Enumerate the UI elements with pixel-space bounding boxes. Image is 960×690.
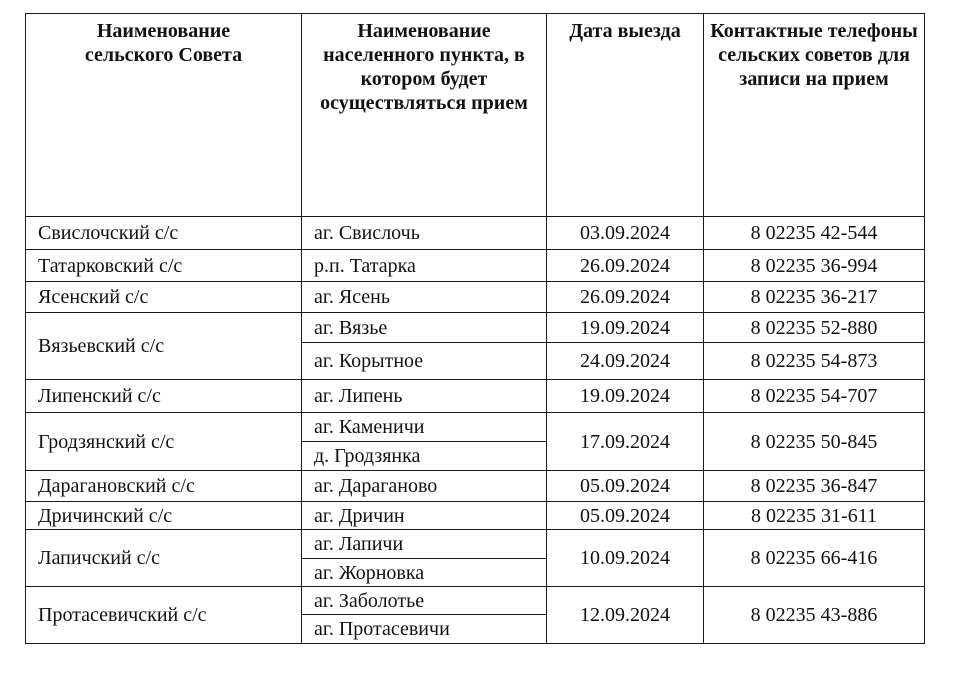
settlement-cell: аг. Дричин bbox=[302, 502, 547, 530]
header-date: Дата выезда bbox=[547, 14, 704, 217]
phone-cell: 8 02235 36-217 bbox=[704, 282, 925, 313]
settlement-cell: аг. Протасевичи bbox=[302, 615, 547, 644]
table-row bbox=[26, 413, 925, 442]
table-row bbox=[26, 502, 925, 530]
date-cell: 10.09.2024 bbox=[547, 530, 704, 587]
phone-cell: 8 02235 50-845 bbox=[704, 413, 925, 471]
date-cell: 19.09.2024 bbox=[547, 380, 704, 413]
council-cell: Дарагановский с/с bbox=[26, 471, 302, 502]
phone-cell: 8 02235 54-873 bbox=[704, 343, 925, 380]
date-cell: 12.09.2024 bbox=[547, 587, 704, 644]
council-cell: Гродзянский с/с bbox=[26, 413, 302, 471]
schedule-table bbox=[25, 13, 925, 644]
table-row bbox=[26, 282, 925, 313]
table-row bbox=[26, 250, 925, 282]
table-row bbox=[26, 530, 925, 559]
phone-cell: 8 02235 42-544 bbox=[704, 217, 925, 250]
date-cell: 24.09.2024 bbox=[547, 343, 704, 380]
table-row bbox=[26, 587, 925, 615]
council-cell: Протасевичский с/с bbox=[26, 587, 302, 644]
header-phone: Контактные телефоны сельских советов для записи на прием bbox=[704, 14, 925, 217]
settlement-cell: р.п. Татарка bbox=[302, 250, 547, 282]
settlement-cell: аг. Вязье bbox=[302, 313, 547, 343]
settlement-cell: аг. Липень bbox=[302, 380, 547, 413]
table-row bbox=[26, 313, 925, 343]
settlement-cell: аг. Каменичи bbox=[302, 413, 547, 442]
settlement-cell: аг. Свислочь bbox=[302, 217, 547, 250]
council-cell: Ясенский с/с bbox=[26, 282, 302, 313]
council-cell: Вязьевский с/с bbox=[26, 313, 302, 380]
date-cell: 26.09.2024 bbox=[547, 282, 704, 313]
settlement-cell: д. Гродзянка bbox=[302, 442, 547, 471]
header-row bbox=[26, 14, 925, 217]
date-cell: 17.09.2024 bbox=[547, 413, 704, 471]
settlement-cell: аг. Заболотье bbox=[302, 587, 547, 615]
settlement-cell: аг. Ясень bbox=[302, 282, 547, 313]
council-cell: Свислочский с/с bbox=[26, 217, 302, 250]
table-row bbox=[26, 471, 925, 502]
header-settlement: Наименование населенного пункта, в котором будет осуществляться прием bbox=[302, 14, 547, 217]
council-cell: Дричинский с/с bbox=[26, 502, 302, 530]
council-cell: Лапичский с/с bbox=[26, 530, 302, 587]
phone-cell: 8 02235 36-847 bbox=[704, 471, 925, 502]
date-cell: 19.09.2024 bbox=[547, 313, 704, 343]
settlement-cell: аг. Лапичи bbox=[302, 530, 547, 559]
phone-cell: 8 02235 66-416 bbox=[704, 530, 925, 587]
phone-cell: 8 02235 43-886 bbox=[704, 587, 925, 644]
council-cell: Татарковский с/с bbox=[26, 250, 302, 282]
table-row bbox=[26, 380, 925, 413]
settlement-cell: аг. Дараганово bbox=[302, 471, 547, 502]
council-cell: Липенский с/с bbox=[26, 380, 302, 413]
date-cell: 05.09.2024 bbox=[547, 502, 704, 530]
phone-cell: 8 02235 52-880 bbox=[704, 313, 925, 343]
date-cell: 26.09.2024 bbox=[547, 250, 704, 282]
phone-cell: 8 02235 36-994 bbox=[704, 250, 925, 282]
phone-cell: 8 02235 31-611 bbox=[704, 502, 925, 530]
settlement-cell: аг. Жорновка bbox=[302, 559, 547, 587]
date-cell: 03.09.2024 bbox=[547, 217, 704, 250]
settlement-cell: аг. Корытное bbox=[302, 343, 547, 380]
date-cell: 05.09.2024 bbox=[547, 471, 704, 502]
phone-cell: 8 02235 54-707 bbox=[704, 380, 925, 413]
header-council: Наименование сельского Совета bbox=[26, 14, 302, 217]
table-row bbox=[26, 217, 925, 250]
